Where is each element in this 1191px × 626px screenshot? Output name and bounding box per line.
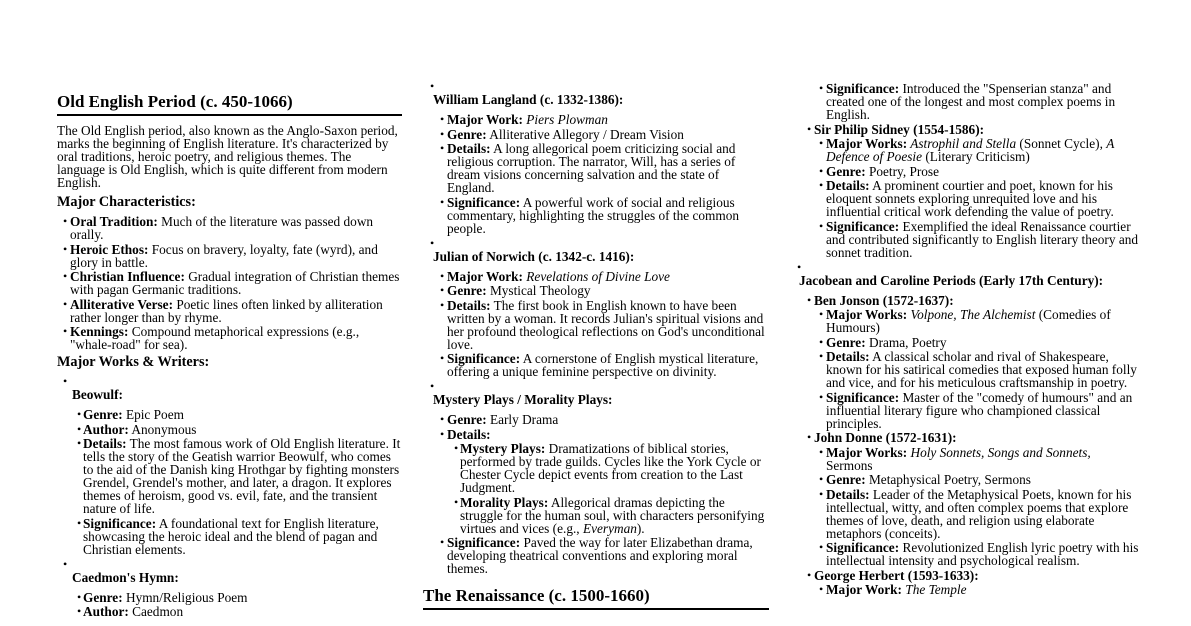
list-item — [57, 437, 402, 515]
list-item — [797, 308, 1140, 334]
bullet-icon: • — [440, 194, 445, 209]
list-item-text — [447, 283, 591, 298]
text-segment: Significance: — [447, 194, 521, 210]
bullet-icon: • — [819, 582, 824, 596]
list-item — [423, 536, 769, 575]
list-item — [797, 583, 1140, 596]
text-segment: Author: — [83, 421, 129, 437]
bullet-icon: • — [77, 436, 82, 450]
bullet-icon: • — [440, 268, 445, 283]
text-segment: (Sonnet Cycle), — [1016, 136, 1107, 151]
bullet-icon: • — [819, 444, 824, 459]
text-segment: Morality Plays: — [460, 494, 549, 510]
text-segment: Details: — [826, 349, 870, 364]
bullet-icon: • — [77, 515, 82, 530]
text-segment: Holy Sonnets, Songs and Sonnets, — [907, 444, 1091, 460]
text-segment: Gradual integration of Christian themes with pagan Germanic traditions. — [70, 269, 400, 297]
bullet-icon: • — [63, 269, 68, 283]
text-segment: Major Work: — [826, 582, 902, 597]
bullet-icon: • — [454, 441, 459, 455]
text-segment: A long allegorical poem criticizing social and religious corruption. The narrator, Will, has a series of dream visions concerning salvation and the state of England. — [447, 141, 736, 195]
text-segment: Major Works: — [826, 307, 908, 322]
text-segment: Details: — [826, 486, 870, 502]
text-segment: Compound metaphorical expressions (e.g., "whale-road" for sea). — [70, 324, 360, 352]
text-segment: Kennings: — [70, 324, 129, 339]
list-item — [797, 294, 1140, 307]
subsection-heading: Major Works & Writers: — [57, 354, 210, 370]
text-segment: Christian Influence: — [70, 269, 185, 284]
bullet-icon: • — [440, 351, 445, 365]
bullet-icon: • — [807, 567, 812, 582]
list-item — [423, 442, 769, 494]
text-segment: Drama, Poetry — [865, 334, 947, 350]
text-segment: Poetry, Prose — [865, 163, 940, 179]
stray-bullet-line — [423, 380, 769, 391]
text-segment: ). — [636, 520, 645, 536]
bullet-icon: • — [807, 430, 812, 444]
list-item-text — [447, 351, 758, 379]
paragraph — [57, 124, 402, 189]
text-segment: Much of the literature was passed down orally. — [70, 214, 374, 242]
text-segment: The Old English period, also known as the Anglo-Saxon period, marks the beginning of English literature. It's characterized by oral traditions, heroic poetry, and religious themes. The language is Old English, which is quite different from modern English. — [57, 123, 398, 190]
text-segment: Major Work: — [447, 112, 523, 127]
entry-heading: Mystery Plays / Morality Plays: — [433, 392, 613, 407]
text-segment: The first book in English known to have been written by a woman. It records Julian's spiritual visions and her profound theological reflections on God's unconditional love. — [447, 297, 765, 352]
bullet-icon: • — [63, 324, 68, 338]
list-item — [797, 220, 1140, 259]
text-segment: Early Drama — [486, 412, 559, 427]
stray-bullet-line — [57, 375, 402, 386]
list-item — [57, 298, 402, 324]
text-segment: Author: — [83, 604, 129, 619]
list-item — [797, 350, 1140, 389]
list-item — [797, 391, 1140, 430]
list-item-text — [447, 412, 558, 427]
text-segment: Significance: — [83, 515, 157, 531]
list-item — [57, 423, 402, 436]
list-item — [797, 488, 1140, 540]
text-segment: Anonymous — [128, 421, 197, 437]
section-heading: The Renaissance (c. 1500-1660) — [423, 587, 769, 610]
list-item — [57, 325, 402, 351]
text-segment: Revelations of Divine Love — [522, 268, 670, 284]
list-item-text — [826, 335, 947, 350]
bullet-icon: • — [63, 241, 68, 256]
list-item-text — [70, 269, 399, 297]
list-item — [423, 128, 769, 141]
text-segment: Significance: — [447, 351, 521, 366]
stray-bullet-line — [57, 558, 402, 569]
bullet-icon: • — [440, 283, 445, 297]
list-item-text — [83, 590, 248, 605]
text-segment: The Temple — [901, 582, 967, 597]
bullet-icon: • — [77, 421, 82, 436]
bullet-icon: • — [819, 334, 824, 349]
list-item-text — [83, 436, 400, 516]
bullet-icon: • — [819, 389, 824, 404]
list-item-text — [83, 422, 196, 437]
list-item-text — [826, 390, 1132, 431]
list-item-text — [70, 242, 378, 270]
bullet-icon: • — [819, 307, 824, 321]
list-item-text — [447, 535, 753, 576]
list-item-text — [447, 141, 735, 195]
text-segment: Focus on bravery, loyalty, fate (wyrd), and glory in battle. — [70, 241, 378, 270]
text-segment: Introduced the "Spenserian stanza" and created one of the longest and most complex poems in English. — [826, 81, 1116, 122]
column-left — [57, 93, 402, 620]
text-segment: Significance: — [826, 218, 900, 234]
text-segment: Details: — [447, 141, 491, 156]
entry-heading: William Langland (c. 1332-1386): — [433, 92, 624, 107]
bullet-icon: • — [819, 163, 824, 178]
text-segment: Major Works: — [826, 444, 908, 460]
list-item-text — [447, 427, 491, 442]
list-item — [57, 591, 402, 604]
text-segment: Hymn/Religious Poem — [122, 589, 248, 605]
list-item — [423, 270, 769, 283]
text-segment: Significance: — [826, 389, 900, 405]
list-item-text — [460, 441, 761, 495]
text-segment: Details: — [83, 436, 127, 451]
text-segment: A prominent courtier and poet, known for his eloquent sonnets exploring unrequited love and his influential critical work defending the value of poetry. — [826, 178, 1114, 219]
list-item — [797, 123, 1140, 136]
text-segment: Significance: — [826, 81, 900, 96]
text-segment: Metaphysical Poetry, Sermons — [865, 472, 1031, 487]
text-segment: Genre: — [83, 407, 123, 422]
subsection-heading: Major Characteristics: — [57, 194, 196, 210]
bullet-icon: • — [819, 136, 824, 150]
list-item-text — [70, 324, 359, 352]
text-segment: Epic Poem — [122, 407, 184, 422]
text-segment: Dramatizations of biblical stories, performed by trade guilds. Cycles like the York Cycle or Chester Cycle depict events from creation to the Last Judgment. — [460, 441, 761, 495]
bullet-icon: • — [819, 486, 824, 501]
text-segment: John Donne (1572-1631): — [814, 430, 957, 445]
text-segment: Alliterative Verse: — [70, 296, 174, 312]
text-segment: A classical scholar and rival of Shakespeare, known for his satirical comedies that exposed human folly and vice, and for his meticulous craftsmanship in poetry. — [826, 349, 1137, 390]
text-segment: Master of the "comedy of humours" and an influential literary figure who championed classical principles. — [826, 389, 1133, 431]
bullet-icon: • — [440, 426, 445, 441]
list-item-text — [460, 495, 764, 536]
text-segment: Everyman — [582, 520, 637, 536]
section-heading: Old English Period (c. 450-1066) — [57, 93, 402, 116]
text-segment: Exemplified the ideal Renaissance courtier and contributed significantly to English literary theory and sonnet tradition. — [826, 218, 1139, 260]
bullet-icon: • — [63, 374, 68, 388]
bullet-icon: • — [430, 79, 435, 93]
list-item-text — [826, 472, 1031, 487]
text-segment: Significance: — [447, 535, 521, 550]
stray-bullet-line — [423, 80, 769, 91]
list-item — [797, 82, 1140, 121]
list-item — [57, 408, 402, 421]
list-item-text — [447, 298, 765, 352]
list-item-text — [826, 178, 1114, 219]
text-segment: Astrophil and Stella — [907, 136, 1017, 151]
text-segment: Paved the way for later Elizabethan drama, developing theatrical conventions and exploring moral themes. — [447, 535, 753, 576]
list-item — [423, 142, 769, 194]
bullet-icon: • — [440, 112, 445, 126]
list-item — [797, 137, 1140, 163]
list-item-text — [814, 293, 954, 308]
list-item — [797, 446, 1140, 472]
list-item — [423, 284, 769, 297]
list-item — [423, 352, 769, 378]
bullet-icon: • — [77, 589, 82, 604]
list-item-text — [826, 164, 939, 179]
text-segment: Genre: — [826, 472, 866, 487]
text-segment: Mystical Theology — [486, 283, 591, 298]
column-middle — [423, 80, 769, 618]
text-segment: Details: — [826, 178, 870, 193]
text-segment: A cornerstone of English mystical literature, offering a unique feminine perspective on divinity. — [447, 351, 759, 379]
text-segment: Sermons — [826, 457, 873, 473]
bullet-icon: • — [440, 535, 445, 549]
text-segment: Ben Jonson (1572-1637): — [814, 292, 954, 308]
bullet-icon: • — [819, 540, 824, 554]
text-segment: Significance: — [826, 540, 900, 555]
bullet-icon: • — [819, 81, 824, 95]
list-item — [797, 541, 1140, 567]
list-item — [57, 517, 402, 556]
list-item — [57, 215, 402, 241]
text-segment: Genre: — [447, 126, 487, 142]
bullet-icon: • — [807, 292, 812, 307]
list-item-text — [83, 604, 183, 619]
list-item — [423, 428, 769, 441]
list-item-text — [70, 297, 383, 325]
list-item-text — [826, 445, 1091, 473]
text-segment: Genre: — [83, 589, 123, 605]
text-segment: Alliterative Allegory / Dream Vision — [486, 126, 684, 142]
list-item — [797, 431, 1140, 444]
bullet-icon: • — [819, 178, 824, 192]
text-segment: A powerful work of social and religious commentary, highlighting the struggles of the common people. — [447, 194, 739, 236]
text-segment: Genre: — [447, 412, 487, 427]
text-segment: Heroic Ethos: — [70, 241, 149, 257]
list-item-text — [83, 516, 379, 557]
text-segment: Poetic lines often linked by alliteration rather longer than by rhyme. — [70, 296, 383, 325]
text-segment: Mystery Plays: — [460, 441, 546, 456]
list-item-text — [447, 195, 739, 236]
text-segment: A Defence of Poesie — [826, 136, 1115, 164]
list-item-text — [826, 582, 967, 597]
bullet-icon: • — [440, 297, 445, 312]
entry-heading: Jacobean and Caroline Periods (Early 17th Century): — [799, 272, 1104, 288]
text-segment: Piers Plowman — [522, 112, 608, 127]
list-item — [57, 605, 402, 618]
entry-heading: Beowulf: — [72, 387, 123, 402]
list-item — [423, 299, 769, 351]
bullet-icon: • — [819, 349, 824, 363]
bullet-icon: • — [430, 379, 435, 393]
list-item-text — [814, 122, 984, 137]
list-item — [423, 113, 769, 126]
list-item-text — [814, 430, 957, 445]
bullet-icon: • — [819, 472, 824, 486]
list-item — [423, 496, 769, 535]
bullet-icon: • — [63, 556, 68, 571]
stray-bullet-line — [797, 261, 1140, 272]
bullet-icon: • — [77, 604, 82, 618]
text-segment: Details: — [447, 297, 491, 313]
text-segment: Oral Tradition: — [70, 214, 158, 229]
text-segment: Caedmon — [128, 604, 184, 619]
list-item-text — [70, 214, 373, 242]
list-item — [797, 336, 1140, 349]
list-item — [57, 270, 402, 296]
bullet-icon: • — [807, 121, 812, 136]
list-item — [423, 196, 769, 235]
bullet-icon: • — [819, 218, 824, 233]
text-segment: Revolutionized English lyric poetry with his intellectual intensity and psychological realism. — [826, 540, 1139, 568]
list-item — [797, 179, 1140, 218]
list-item — [797, 165, 1140, 178]
bullet-icon: • — [454, 494, 459, 509]
text-segment: Major Work: — [447, 268, 523, 284]
bullet-icon: • — [63, 296, 68, 311]
list-item-text — [826, 487, 1131, 541]
text-segment: (Literary Criticism) — [922, 149, 1030, 164]
text-segment: (Comedies of Humours) — [826, 307, 1111, 335]
bullet-icon: • — [430, 235, 435, 250]
bullet-icon: • — [440, 126, 445, 141]
list-item-text — [826, 219, 1138, 260]
list-item-text — [83, 407, 184, 422]
bullet-icon: • — [63, 214, 68, 228]
entry-heading: Caedmon's Hymn: — [72, 569, 179, 585]
text-segment: A foundational text for English literature, showcasing the heroic ideal and the blend of pagan and Christian elements. — [83, 515, 379, 557]
list-item — [797, 569, 1140, 582]
text-segment: George Herbert (1593-1633): — [814, 567, 979, 583]
list-item-text — [826, 136, 1114, 164]
list-item — [57, 243, 402, 269]
column-right — [797, 82, 1140, 598]
bullet-icon: • — [77, 407, 82, 421]
text-segment: Allegorical dramas depicting the struggle for the human soul, with characters personifying virtues and vices (e.g., — [460, 494, 765, 536]
text-segment: Sir Philip Sidney (1554-1586): — [814, 121, 985, 137]
list-item-text — [814, 568, 979, 583]
text-segment: Volpone, The Alchemist — [907, 307, 1036, 322]
text-segment: Genre: — [826, 334, 866, 350]
list-item-text — [447, 269, 670, 284]
entry-heading: Julian of Norwich (c. 1342-c. 1416): — [433, 248, 635, 264]
list-item-text — [826, 349, 1137, 390]
stray-bullet-line — [423, 237, 769, 248]
text-segment: Details: — [447, 426, 491, 442]
list-item — [423, 413, 769, 426]
bullet-icon: • — [440, 141, 445, 155]
list-item-text — [826, 540, 1138, 568]
list-item-text — [826, 81, 1115, 122]
text-segment: Genre: — [447, 283, 487, 298]
text-segment: Major Works: — [826, 136, 908, 151]
list-item-text — [826, 307, 1111, 335]
bullet-icon: • — [440, 412, 445, 426]
text-segment: Genre: — [826, 163, 866, 179]
bullet-icon: • — [797, 259, 802, 274]
list-item — [797, 473, 1140, 486]
list-item-text — [447, 112, 608, 127]
text-segment: The most famous work of Old English literature. It tells the story of the Geatish warrior Beowulf, who comes to the aid of the Danish king Hrothgar by fighting monsters Grendel, Grendel's mother, and later, a dragon. It explores themes of heroism, good vs. evil, fate, and the transient nature of life. — [83, 436, 401, 516]
text-segment: Leader of the Metaphysical Poets, known for his intellectual, witty, and often complex poems that explore themes of love, death, and religion using elaborate metaphors (conceits). — [826, 486, 1132, 541]
list-item-text — [447, 127, 684, 142]
